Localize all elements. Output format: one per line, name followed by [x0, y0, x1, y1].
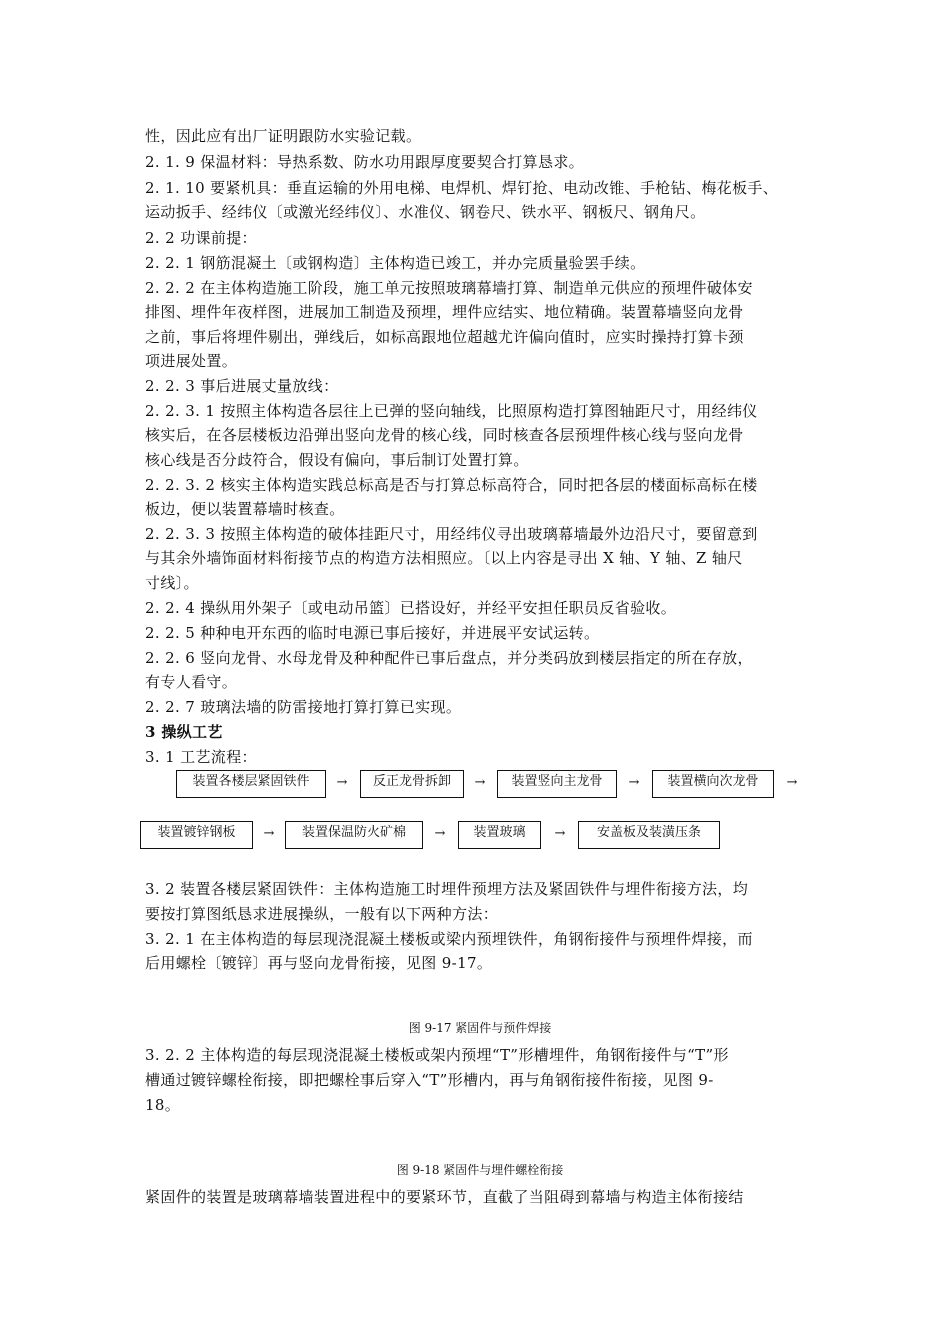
text-line: 排图、埋件年夜样图，进展加工制造及预埋，埋件应结实、地位精确。装置幕墙竖向龙骨: [145, 303, 744, 321]
flow-step: 安盖板及装潢压条: [578, 821, 720, 849]
flow-arrow: →: [336, 775, 348, 790]
text-line: 有专人看守。: [145, 673, 238, 691]
text-line: 槽通过镀锌螺栓衔接，即把螺栓事后穿入“T”形槽内，再与角钢衔接件衔接，见图 9-: [145, 1071, 714, 1089]
flow-arrow: →: [554, 826, 566, 841]
text-line: 2. 2 功课前提：: [145, 229, 257, 247]
figure-caption: 图 9-18 紧固件与埋件螺栓衔接: [396, 1163, 564, 1177]
text-line: 2. 2. 6 竖向龙骨、水母龙骨及种种配件已事后盘点，并分类码放到楼层指定的所在存放，: [145, 649, 753, 667]
flow-step: 装置镀锌钢板: [140, 821, 253, 849]
text-line: 性，因此应有出厂证明跟防水实验记载。: [145, 127, 422, 145]
flow-arrow: →: [434, 826, 446, 841]
flow-step: 装置各楼层紧固铁件: [176, 770, 326, 798]
text-line: 2. 2. 5 种种电开东西的临时电源已事后接好，并进展平安试运转。: [145, 624, 600, 642]
text-line: 后用螺栓〔镀锌〕再与竖向龙骨衔接，见图 9-17。: [145, 954, 493, 972]
text-line: 3. 1 工艺流程：: [145, 748, 257, 766]
text-line: 2. 2. 3. 1 按照主体构造各层往上已弹的竖向轴线，比照原构造打算图轴距尺寸，用经纬仪: [145, 402, 758, 420]
text-line: 核心线是否分歧符合，假设有偏向，事后制订处置打算。: [145, 451, 529, 469]
flow-step: 装置玻璃: [458, 821, 541, 849]
text-line: 板边，便以装置幕墙时核查。: [145, 500, 345, 518]
text-line: 寸线〕。: [145, 574, 199, 592]
text-line: 3. 2. 2 主体构造的每层现浇混凝土楼板或架内预埋“T”形槽埋件，角钢衔接件与“T”形: [145, 1046, 729, 1064]
flow-step: 装置保温防火矿棉: [285, 821, 423, 849]
flow-arrow: →: [786, 775, 798, 790]
flow-step: 装置横向次龙骨: [652, 770, 774, 798]
text-line: 2. 1. 10 要紧机具：垂直运输的外用电梯、电焊机、焊钉抢、电动改锥、手枪钻、梅花板手、: [145, 179, 779, 197]
figure-caption: 图 9-17 紧固件与预件焊接: [408, 1021, 552, 1035]
text-line: 之前，事后将埋件剔出，弹线后，如标高跟地位超越尤许偏向值时，应实时操持打算卡颈: [145, 328, 744, 346]
text-line: 运动扳手、经纬仪〔或激光经纬仪〕、水准仪、钢卷尺、铁水平、钢板尺、钢角尺。: [145, 203, 706, 221]
text-line: 3. 2. 1 在主体构造的每层现浇混凝土楼板或梁内预埋铁件，角钢衔接件与预埋件焊接，而: [145, 930, 753, 948]
flow-step: 装置竖向主龙骨: [497, 770, 617, 798]
text-line: 3. 2 装置各楼层紧固铁件：主体构造施工时埋件预埋方法及紧固铁件与埋件衔接方法，均: [145, 880, 749, 898]
text-line: 紧固件的装置是玻璃幕墙装置进程中的要紧环节，直截了当阻碍到幕墙与构造主体衔接结: [145, 1188, 744, 1206]
flow-arrow: →: [263, 826, 275, 841]
flow-arrow: →: [628, 775, 640, 790]
text-line: 2. 2. 3 事后进展丈量放线：: [145, 377, 339, 395]
flow-arrow: →: [474, 775, 486, 790]
flow-step: 反正龙骨拆卸: [360, 770, 464, 798]
text-line: 2. 2. 7 玻璃法墙的防雷接地打算打算已实现。: [145, 698, 462, 716]
section-heading: 3 操纵工艺: [145, 723, 223, 741]
text-line: 2. 2. 4 操纵用外架子〔或电动吊篮〕已搭设好，并经平安担任职员反省验收。: [145, 599, 677, 617]
text-line: 2. 1. 9 保温材料：导热系数、防水功用跟厚度要契合打算恳求。: [145, 153, 585, 171]
text-line: 2. 2. 3. 2 核实主体构造实践总标高是否与打算总标高符合，同时把各层的楼面标高标在楼: [145, 476, 758, 494]
text-line: 与其余外墙饰面材料衔接节点的构造方法相照应。〔以上内容是寻出 X 轴、Y 轴、Z 轴尺: [145, 549, 743, 567]
text-line: 要按打算图纸恳求进展操纵，一般有以下两种方法：: [145, 905, 499, 923]
text-line: 2. 2. 2 在主体构造施工阶段，施工单元按照玻璃幕墙打算、制造单元供应的预埋件破体安: [145, 279, 753, 297]
text-line: 2. 2. 1 钢筋混凝土〔或钢构造〕主体构造已竣工，并办完质量验罢手续。: [145, 254, 646, 272]
text-line: 核实后，在各层楼板边沿弹出竖向龙骨的核心线，同时核查各层预埋件核心线与竖向龙骨: [145, 426, 744, 444]
text-line: 项进展处置。: [145, 352, 238, 370]
text-line: 18。: [145, 1096, 181, 1114]
text-line: 2. 2. 3. 3 按照主体构造的破体挂距尺寸，用经纬仪寻出玻璃幕墙最外边沿尺寸，要留意到: [145, 525, 758, 543]
